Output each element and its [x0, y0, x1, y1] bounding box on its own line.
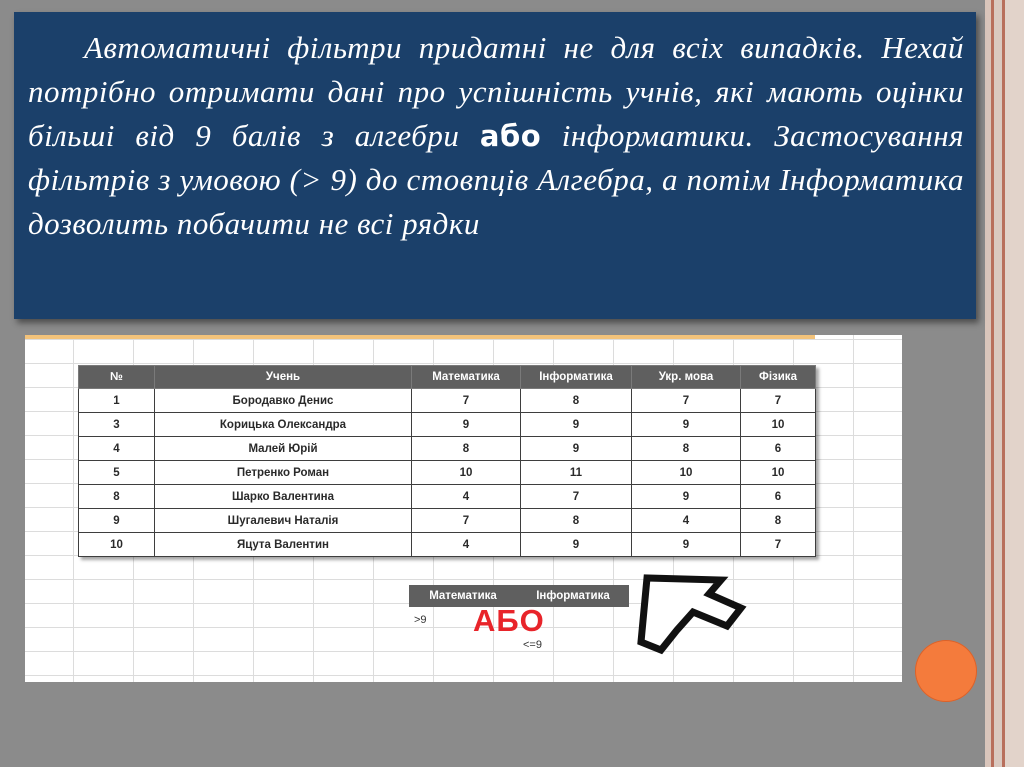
border-strip [1005, 0, 1024, 767]
cell-physics[interactable]: 6 [741, 437, 816, 461]
table-header-row [79, 366, 816, 389]
cell-student[interactable]: Яцута Валентин [155, 533, 412, 557]
criteria-math-condition[interactable]: >9 [414, 614, 427, 626]
paragraph [28, 26, 964, 246]
table-row [79, 485, 816, 509]
cell-number[interactable]: 10 [79, 533, 155, 557]
spreadsheet-screenshot [25, 335, 902, 682]
cell-number[interactable]: 9 [79, 509, 155, 533]
paragraph-emphasis: або [479, 119, 542, 153]
cell-number[interactable]: 1 [79, 389, 155, 413]
cell-math[interactable]: 8 [412, 437, 521, 461]
cell-student[interactable]: Петренко Роман [155, 461, 412, 485]
cell-student[interactable]: Корицька Олександра [155, 413, 412, 437]
cell-math[interactable]: 4 [412, 485, 521, 509]
header-student[interactable]: Учень [155, 366, 412, 389]
cell-math[interactable]: 7 [412, 509, 521, 533]
header-physics[interactable]: Фізика [741, 366, 816, 389]
table-row [79, 413, 816, 437]
cursor-arrow-icon [623, 570, 753, 680]
text-box [14, 12, 976, 319]
sheet-top-bar [25, 335, 815, 339]
cell-student[interactable]: Бородавко Денис [155, 389, 412, 413]
table-row [79, 461, 816, 485]
border-strip [994, 0, 1002, 767]
paragraph-text-after: інформатики. Застосування фільтрів з умовою (> 9) до стовпців Алгебра, а потім Інформатика дозволить побачити не всі рядки [28, 118, 965, 241]
header-number[interactable]: № [79, 366, 155, 389]
table-row [79, 533, 816, 557]
cell-math[interactable]: 9 [412, 413, 521, 437]
header-math[interactable]: Математика [412, 366, 521, 389]
cell-physics[interactable]: 6 [741, 485, 816, 509]
cell-number[interactable]: 8 [79, 485, 155, 509]
cell-ukrainian[interactable]: 8 [632, 437, 741, 461]
cell-number[interactable]: 4 [79, 437, 155, 461]
cell-informatics[interactable]: 11 [521, 461, 632, 485]
cell-informatics[interactable]: 7 [521, 485, 632, 509]
cell-student[interactable]: Шугалевич Наталія [155, 509, 412, 533]
cell-math[interactable]: 10 [412, 461, 521, 485]
cell-student[interactable]: Шарко Валентина [155, 485, 412, 509]
cell-math[interactable]: 4 [412, 533, 521, 557]
cell-ukrainian[interactable]: 10 [632, 461, 741, 485]
cell-informatics[interactable]: 9 [521, 413, 632, 437]
criteria-header-informatics[interactable]: Інформатика [517, 585, 629, 607]
or-operator-label: АБО [473, 603, 545, 638]
criteria-header-math[interactable]: Математика [409, 585, 517, 607]
cell-number[interactable]: 3 [79, 413, 155, 437]
cell-physics[interactable]: 8 [741, 509, 816, 533]
cell-ukrainian[interactable]: 9 [632, 533, 741, 557]
cell-informatics[interactable]: 9 [521, 533, 632, 557]
orange-circle-decoration [915, 640, 977, 702]
students-table [78, 365, 816, 557]
cell-ukrainian[interactable]: 9 [632, 413, 741, 437]
cell-informatics[interactable]: 8 [521, 509, 632, 533]
cell-ukrainian[interactable]: 9 [632, 485, 741, 509]
cell-physics[interactable]: 7 [741, 389, 816, 413]
cell-ukrainian[interactable]: 4 [632, 509, 741, 533]
paragraph-text-before: Автоматичні фільтри придатні не для всіх випадків. Нехай потрібно отримати дані про успішність учнів, які мають оцінки більші від 9 балів з алгебри [28, 30, 964, 153]
table-row [79, 389, 816, 413]
cell-informatics[interactable]: 8 [521, 389, 632, 413]
cell-physics[interactable]: 10 [741, 461, 816, 485]
cell-number[interactable]: 5 [79, 461, 155, 485]
cell-physics[interactable]: 7 [741, 533, 816, 557]
table-row [79, 437, 816, 461]
header-ukrainian[interactable]: Укр. мова [632, 366, 741, 389]
cell-physics[interactable]: 10 [741, 413, 816, 437]
table-row [79, 509, 816, 533]
criteria-informatics-condition[interactable]: <=9 [523, 639, 542, 651]
cell-math[interactable]: 7 [412, 389, 521, 413]
cell-ukrainian[interactable]: 7 [632, 389, 741, 413]
cell-student[interactable]: Малей Юрій [155, 437, 412, 461]
header-informatics[interactable]: Інформатика [521, 366, 632, 389]
cell-informatics[interactable]: 9 [521, 437, 632, 461]
